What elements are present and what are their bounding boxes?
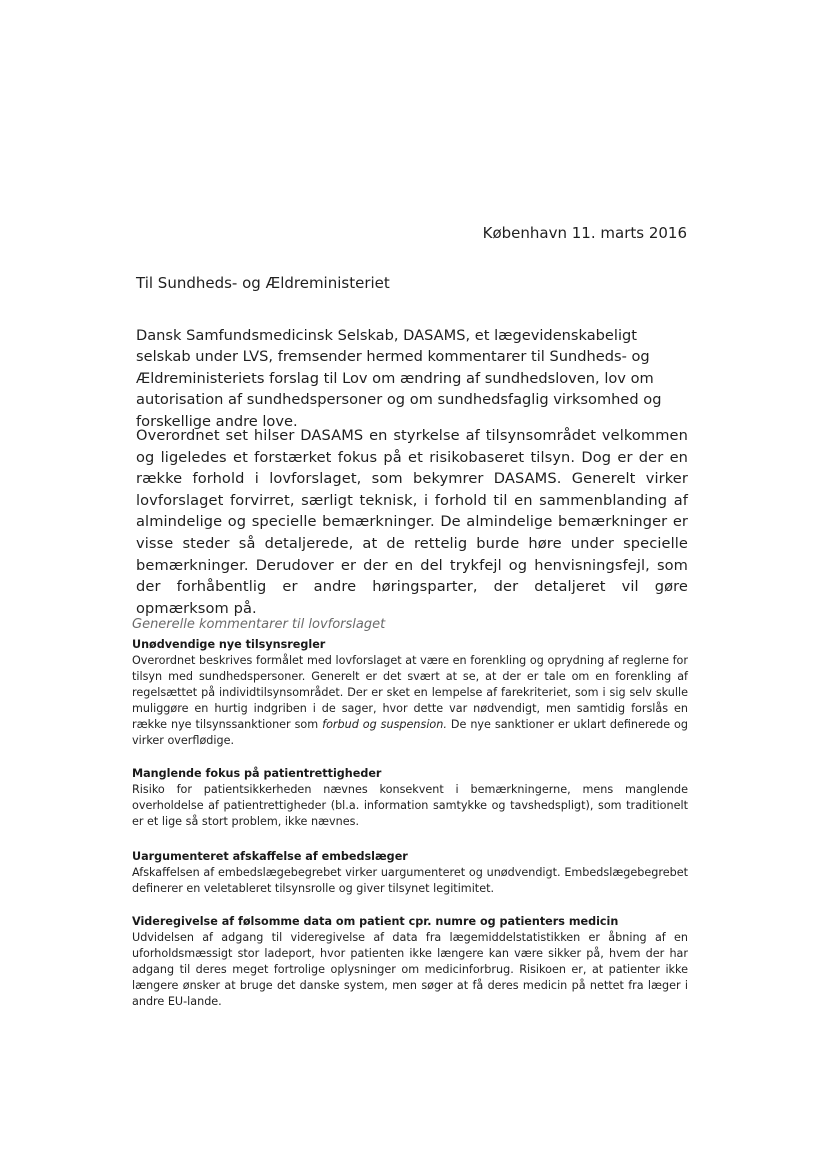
overview-paragraph: Overordnet set hilser DASAMS en styrkelse af tilsynsområdet velkommen og ligeledes et forstærket fokus på et risikobaseret tilsyn. Dog er der en række forhold i lovforslaget, som bekymrer DASAMS. Generelt virker lovforslaget forvirret, særligt teknisk, i forhold til en sammenblanding af almindelige og specielle bemærkninger. De almindelige bemærkninger er visse steder så detaljerede, at de rettelig burde høre under specielle bemærkninger. Derudover er der en del trykfejl og henvisningsfejl, som der forhåbentlig er andre høringsparter, der detaljeret vil gøre opmærksom på. [136,427,688,617]
letter-date: København 11. marts 2016 [482,224,687,242]
intro-paragraph: Dansk Samfundsmedicinsk Selskab, DASAMS, et lægevidenskabeligt selskab under LVS, fremsender hermed kommentarer til Sundheds- og Ældreministeriets forslag til Lov om ændring af sundhedsloven, lov om autorisation af sundhedspersoner og om sundhedsfaglig virksomhed og forskellige andre love. [136,327,662,430]
comment-heading: Unødvendige nye tilsynsregler [132,638,326,651]
comment-heading: Manglende fokus på patientrettigheder [132,767,382,780]
comment-heading: Videregivelse af følsomme data om patient cpr. numre og patienters medicin [132,915,619,928]
letter-recipient: Til Sundheds- og Ældreministeriet [136,274,390,292]
comment-heading: Uargumenteret afskaffelse af embedslæger [132,850,408,863]
comment-body-text-end: De nye sanktioner er uklart definerede og virker overflødige. [132,718,688,747]
comment-body [132,653,688,749]
comment-body-emphasis: forbud og suspension. [322,718,447,731]
comment-section [132,637,688,749]
comment-body: Udvidelsen af adgang til videregivelse af data fra lægemiddelstatistikken er åbning af en uforholdsmæssigt stor ladeport, hvor patienten ikke længere kan være sikker på, hvem der har adgang til deres meget fortrolige oplysninger om medicinforbrug. Risikoen er, at patienter ikke længere ønsker at bruge det danske system, men søger at få deres medicin på nettet fra læger i andre EU-lande. [132,931,688,1008]
comment-section [132,766,688,830]
section-title: Generelle kommentarer til lovforslaget [132,617,386,632]
comment-body-text: Overordnet beskrives formålet med lovforslaget at være en forenkling og oprydning af reglerne for tilsyn med sundhedspersoner. Generelt er det svært at se, at der er tale om en forenkling af regelsættet på individtilsynsområdet. Der er sket en lempelse af farekriteriet, som i sig selv skulle muliggøre en hurtig indgriben i de sager, hvor dette var nødvendigt, men samtidig forslås en række nye tilsynssanktioner som [132,654,688,731]
comment-body: Afskaffelsen af embedslægebegrebet virker uargumenteret og unødvendigt. Embedslægebegrebet definerer en veletableret tilsynsrolle og giver tilsynet legitimitet. [132,866,688,895]
comment-section [132,914,688,1010]
comment-section [132,849,688,897]
comment-body: Risiko for patientsikkerheden nævnes konsekvent i bemærkningerne, mens manglende overholdelse af patientrettigheder (bl.a. information samtykke og tavshedspligt), som traditionelt er et lige så stort problem, ikke nævnes. [132,783,688,828]
